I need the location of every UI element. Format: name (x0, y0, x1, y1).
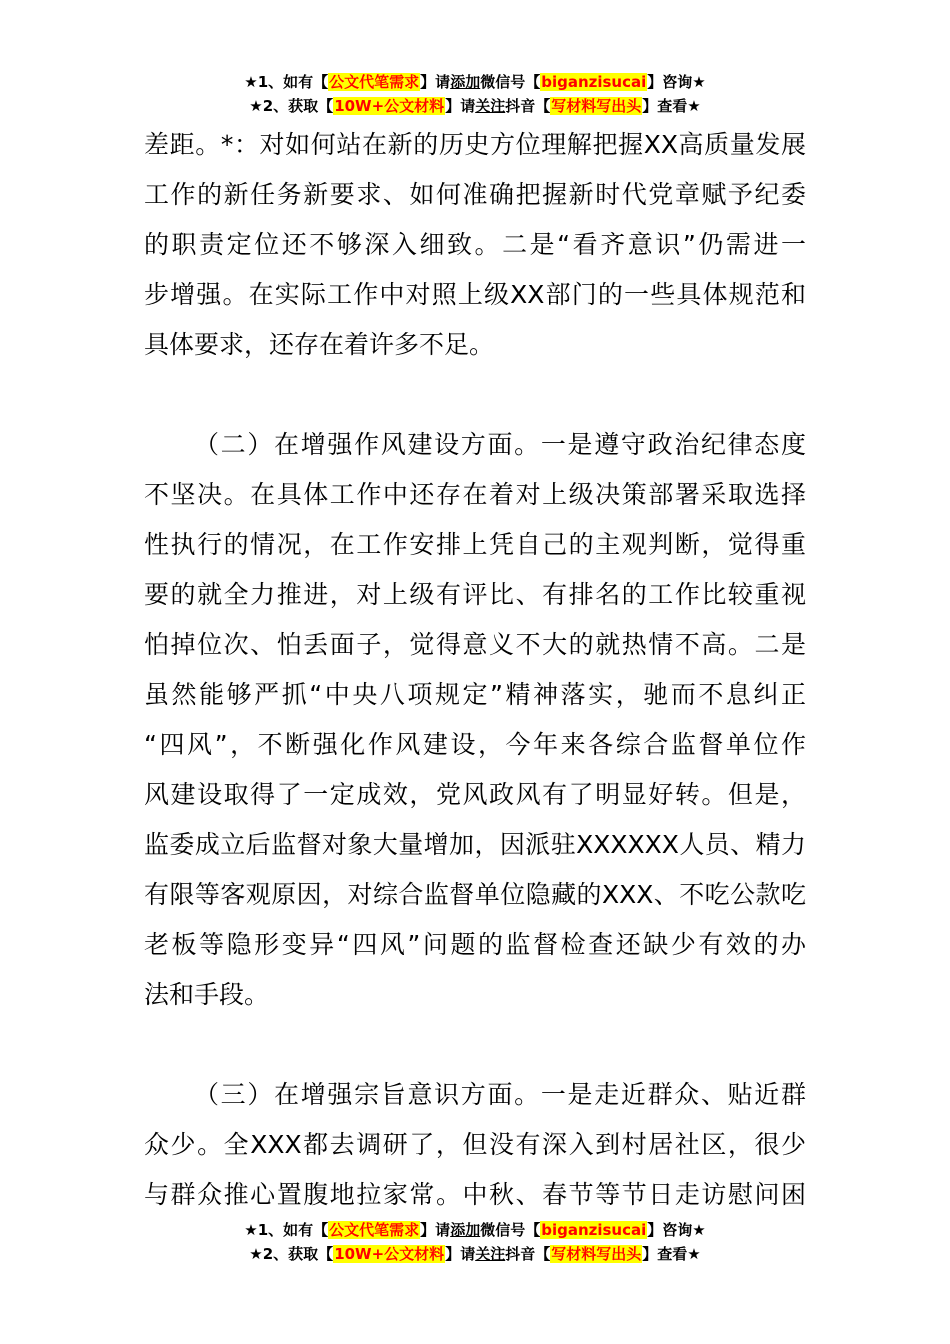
banner-line-1 (0, 1218, 950, 1242)
text-line: （二）在增强作风建设方面。一是遵守政治纪律态度 (194, 430, 806, 459)
text-line: 监委成立后监督对象大量增加，因派驻XXXXXX人员、精力 (144, 830, 806, 859)
text-line: 与群众推心置腹地拉家常。中秋、春节等节日走访慰问困 (144, 1180, 806, 1209)
header-banner (0, 70, 950, 118)
banner-underline: 添加 (450, 1221, 481, 1239)
banner-highlight: biganzisucai (541, 1221, 647, 1239)
text-line: 众少。全XXX都去调研了，但没有深入到村居社区，很少 (144, 1130, 806, 1159)
text-line: 法和手段。 (144, 980, 270, 1009)
document-body (144, 120, 806, 1220)
paragraph-2 (144, 420, 806, 1020)
banner-line-2 (0, 94, 950, 118)
banner-text: ★2、获取【 (249, 1245, 334, 1263)
text-line: 怕掉位次、怕丢面子，觉得意义不大的就热情不高。二是 (144, 630, 806, 659)
banner-text: ★1、如有【 (244, 1221, 329, 1239)
banner-text: 】咨询★ (647, 1221, 706, 1239)
banner-text: 抖音【 (505, 1245, 551, 1263)
banner-line-1 (0, 70, 950, 94)
banner-highlight: 10W+公文材料 (334, 1245, 445, 1263)
banner-text: ★2、获取【 (249, 97, 334, 115)
paragraph-3 (144, 1070, 806, 1220)
banner-underline: 添加 (450, 73, 481, 91)
banner-text: 】请 (420, 1221, 451, 1239)
banner-highlight: 写材料写出头 (551, 1245, 642, 1263)
text-line: 要的就全力推进，对上级有评比、有排名的工作比较重视 (144, 580, 806, 609)
banner-text: 】查看★ (642, 1245, 701, 1263)
banner-highlight: 写材料写出头 (551, 97, 642, 115)
banner-text: 】请 (445, 97, 476, 115)
text-line: 虽然能够严抓“中央八项规定”精神落实，驰而不息纠正 (144, 680, 806, 709)
banner-text: ★1、如有【 (244, 73, 329, 91)
banner-text: 】咨询★ (647, 73, 706, 91)
banner-highlight: 公文代笔需求 (329, 1221, 420, 1239)
banner-highlight: 公文代笔需求 (329, 73, 420, 91)
paragraph-gap (144, 370, 806, 420)
text-line: 差距。*：对如何站在新的历史方位理解把握XX高质量发展 (144, 130, 806, 159)
text-line: 性执行的情况，在工作安排上凭自己的主观判断，觉得重 (144, 530, 806, 559)
text-line: 步增强。在实际工作中对照上级XX部门的一些具体规范和 (144, 280, 806, 309)
paragraph-gap (144, 1020, 806, 1070)
banner-text: 微信号【 (480, 1221, 541, 1239)
banner-line-2 (0, 1242, 950, 1266)
paragraph-1 (144, 120, 806, 370)
text-line: 有限等客观原因，对综合监督单位隐藏的XXX、不吃公款吃 (144, 880, 806, 909)
text-line: （三）在增强宗旨意识方面。一是走近群众、贴近群 (194, 1080, 806, 1109)
banner-highlight: biganzisucai (541, 73, 647, 91)
text-line: 老板等隐形变异“四风”问题的监督检查还缺少有效的办 (144, 930, 806, 959)
text-line: 风建设取得了一定成效，党风政风有了明显好转。但是， (144, 780, 806, 809)
banner-text: 抖音【 (505, 97, 551, 115)
footer-banner (0, 1218, 950, 1266)
text-line: 具体要求，还存在着许多不足。 (144, 330, 495, 359)
text-line: 不坚决。在具体工作中还存在着对上级决策部署采取选择 (144, 480, 806, 509)
banner-text: 】请 (445, 1245, 476, 1263)
banner-highlight: 10W+公文材料 (334, 97, 445, 115)
banner-underline: 关注 (475, 97, 506, 115)
banner-text: 】查看★ (642, 97, 701, 115)
text-line: 工作的新任务新要求、如何准确把握新时代党章赋予纪委 (144, 180, 806, 209)
text-line: “四风”，不断强化作风建设，今年来各综合监督单位作 (144, 730, 806, 759)
banner-underline: 关注 (475, 1245, 506, 1263)
banner-text: 】请 (420, 73, 451, 91)
text-line: 的职责定位还不够深入细致。二是“看齐意识”仍需进一 (144, 230, 806, 259)
banner-text: 微信号【 (480, 73, 541, 91)
